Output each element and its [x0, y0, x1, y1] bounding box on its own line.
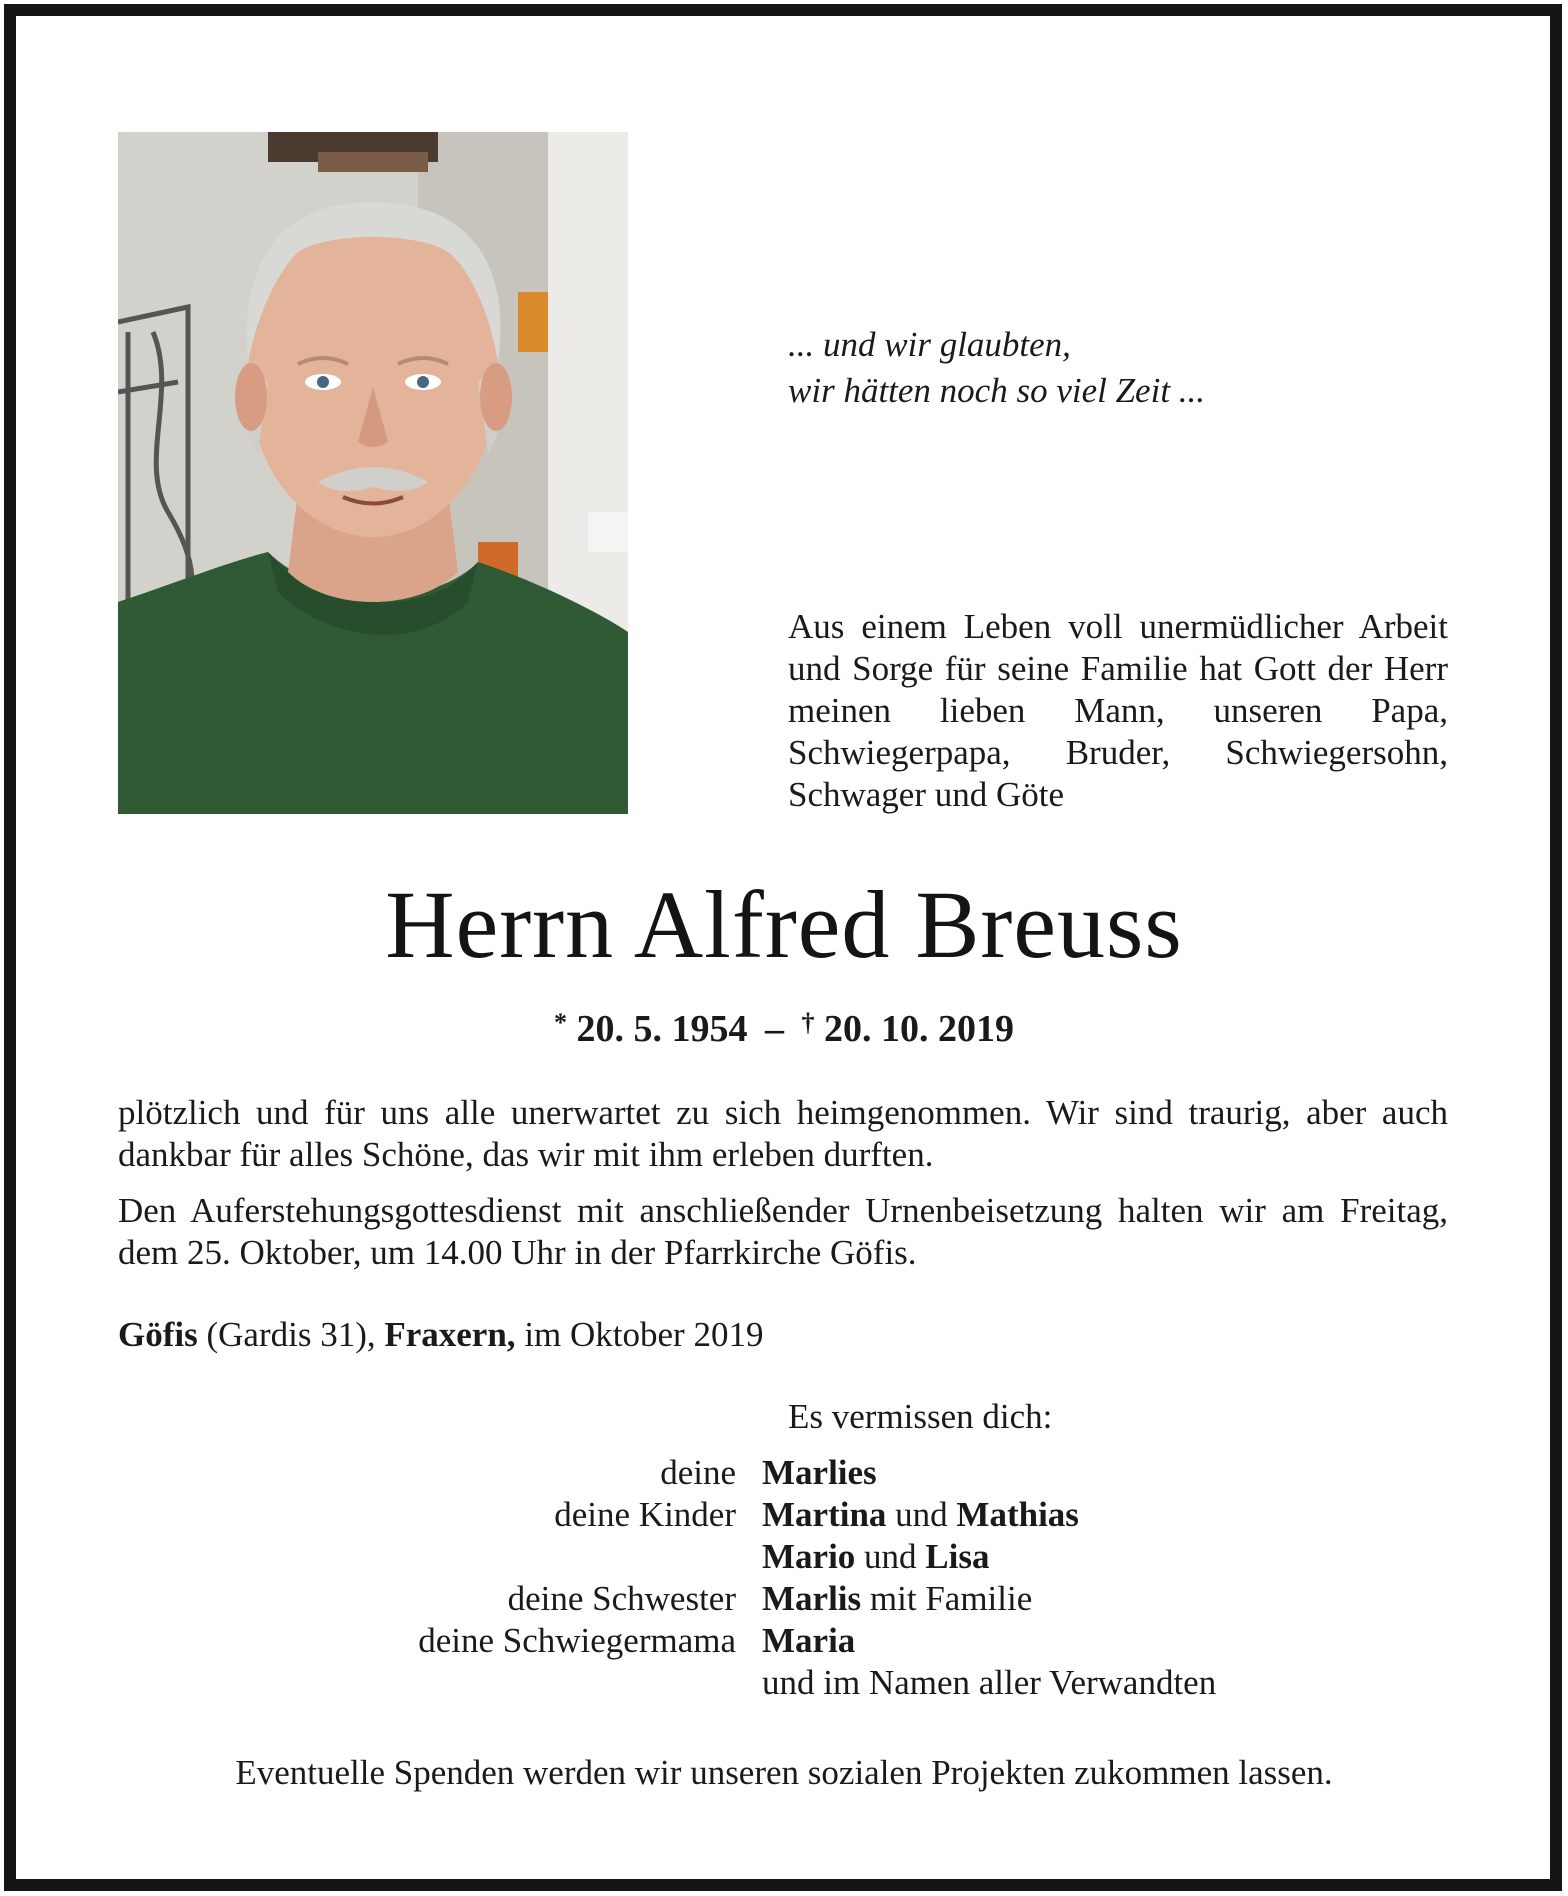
joiner: und: [886, 1495, 957, 1534]
paragraph-service: Den Auferstehungsgottesdienst mit anschließender Urnenbeisetzung halten wir am Freitag, dem 25. Oktober, um 14.00 Uhr in der Pfarrkirche Göfis.: [118, 1191, 1448, 1272]
relation: deine Schwester: [507, 1579, 736, 1618]
relation: [118, 1662, 762, 1704]
mourner-row: [118, 1578, 1448, 1620]
death-symbol: †: [801, 1008, 815, 1037]
mourner-name: Marlies: [762, 1453, 877, 1492]
place-and-date: [118, 1314, 1448, 1356]
quote-line-1: ... und wir glaubten,: [788, 325, 1071, 364]
mourner-row: [118, 1494, 1448, 1536]
date-separator: –: [765, 1008, 784, 1050]
paragraph-passing: plötzlich und für uns alle unerwartet zu sich heimgenommen. Wir sind traurig, aber auch dankbar für alles Schöne, das wir mit ihm erleben durften.: [118, 1093, 1448, 1174]
joiner: und: [855, 1537, 926, 1576]
mourner-names: [762, 1536, 1448, 1578]
relatives-note: und im Namen aller Verwandten: [762, 1663, 1217, 1702]
donation-note: Eventuelle Spenden werden wir unseren sozialen Projekten zukommen lassen.: [235, 1753, 1333, 1792]
intro-text: Aus einem Leben voll unermüdlicher Arbeit und Sorge für seine Familie hat Gott der Herr meinen lieben Mann, unseren Papa, Schwiegerpapa, Bruder, Schwiegersohn, Schwager und Göte: [788, 607, 1448, 814]
mourner-name: Mathias: [956, 1495, 1079, 1534]
relation: deine: [660, 1453, 736, 1492]
mourner-names: [762, 1578, 1448, 1620]
mourner-row: [118, 1452, 1448, 1494]
notice-date: im Oktober 2019: [515, 1315, 764, 1354]
quote: [788, 322, 1408, 414]
mourner-row: [118, 1662, 1448, 1704]
mourner-name: Mario: [762, 1537, 856, 1576]
mourner-name: Lisa: [925, 1537, 990, 1576]
address: (Gardis 31),: [197, 1315, 385, 1354]
quote-line-2: wir hätten noch so viel Zeit ...: [788, 371, 1206, 410]
relation: deine Kinder: [554, 1495, 736, 1534]
mourner-name: Marlis: [762, 1579, 862, 1618]
town-fraxern: Fraxern,: [384, 1315, 516, 1354]
town-goefis: Göfis: [118, 1315, 198, 1354]
suffix: mit Familie: [861, 1579, 1033, 1618]
relation: [118, 1536, 762, 1578]
mourners-list: [118, 1452, 1448, 1704]
birth-symbol: *: [554, 1008, 567, 1037]
mourner-name: Martina: [762, 1495, 887, 1534]
relation: deine Schwiegermama: [418, 1621, 736, 1660]
mourner-names: [762, 1452, 1448, 1494]
birth-date: 20. 5. 1954: [576, 1008, 748, 1050]
life-dates: [0, 1000, 1568, 1052]
mourner-name: Maria: [762, 1621, 856, 1660]
mourner-row: [118, 1536, 1448, 1578]
mourner-names: [762, 1620, 1448, 1662]
deceased-name: Herrn Alfred Breuss: [385, 871, 1183, 978]
mourner-names: [762, 1494, 1448, 1536]
mourner-row: [118, 1620, 1448, 1662]
portrait-photo: [118, 132, 628, 814]
death-date: 20. 10. 2019: [824, 1008, 1014, 1050]
mourners-heading: Es vermissen dich:: [788, 1397, 1053, 1436]
portrait-illustration: [118, 132, 628, 814]
